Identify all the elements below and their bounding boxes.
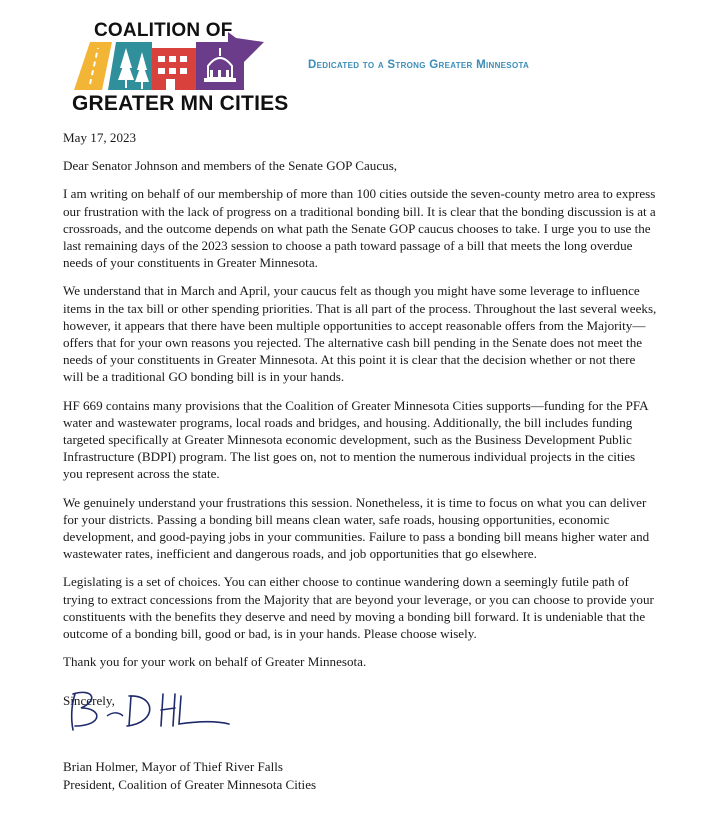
paragraph-1: I am writing on behalf of our membership of more than 100 cities outside the seven-county metro area to express our frustration with the lack of progress on a traditional bonding bill. It is clear that the bonding discussion is at a crossroads, and the outcome depends on what path the Senate GOP caucus chooses to take. I urge you to use the last remaining days of the 2023 session to choose a path toward passage of a bill that meets the long overdue needs of your constituents in Greater Minnesota. [63,186,656,271]
letterhead [68,18,688,118]
logo-text-bottom: GREATER MN CITIES [72,92,289,115]
letter-date: May 17, 2023 [63,130,137,145]
signer-block [63,758,316,793]
letter-body [63,129,657,721]
signer-organization: President, Coalition of Greater Minnesota Cities [63,776,317,792]
signer-name-title: Brian Holmer, Mayor of Thief River Falls [63,759,283,774]
paragraph-4: We genuinely understand your frustrations this session. Nonetheless, it is time to focus on what you can deliver for your districts. Passing a bonding bill means clean water, safe roads, housing opportunities, economic development, and good-paying jobs in your communities. Failure to pass a bonding bill means higher water and wastewater rates, inefficient and dangerous roads, and job opportunities that go elsewhere. [63,494,650,562]
logo-text-top: COALITION OF [94,20,233,41]
paragraph-3: HF 669 contains many provisions that the Coalition of Greater Minnesota Cities supports—funding for the PFA water and wastewater programs, local roads and bridges, and housing. Additionally, the bill includes funding targeted specifically at Greater Minnesota economic development, such as the Business Development Public Infrastructure (BDPI) program. The list goes on, not to mention the numerous individual projects in the cities you represent across the state. [63,397,648,482]
paragraph-2: We understand that in March and April, your caucus felt as though you might have some leverage to influence items in the tax bill or other spending priorities. That is all part of the process. Throughout the last several weeks, however, it appears that there have been multiple opportunities to accept reasonable offers from the Majority—offers that for your own reasons you rejected. The alternative cash bill pending in the Senate does not meet the needs of your constituents in Greater Minnesota. At this point it is clear that the decision whether or not there will be a traditional GO bonding bill is in your hands. [63,283,657,385]
closing-thanks: Thank you for your work on behalf of Greater Minnesota. [63,654,367,670]
handwritten-signature [63,686,233,736]
tagline: Dedicated to a Strong Greater Minnesota [308,59,530,71]
signature-graphic [63,686,233,736]
salutation: Dear Senator Johnson and members of the Senate GOP Caucus, [63,158,398,174]
coalition-logo [68,18,289,116]
paragraph-5: Legislating is a set of choices. You can either choose to continue wandering down a seemingly futile path of trying to extract concessions from the Majority that are beyond your leverage, or you can choose to provide your constituents with the benefits they deserve and need by moving a bonding bill forward. It is undeniable that the outcome of a bonding bill, good or bad, is in your hands. Please choose wisely. [63,574,654,642]
closing: Sincerely, [63,693,115,709]
